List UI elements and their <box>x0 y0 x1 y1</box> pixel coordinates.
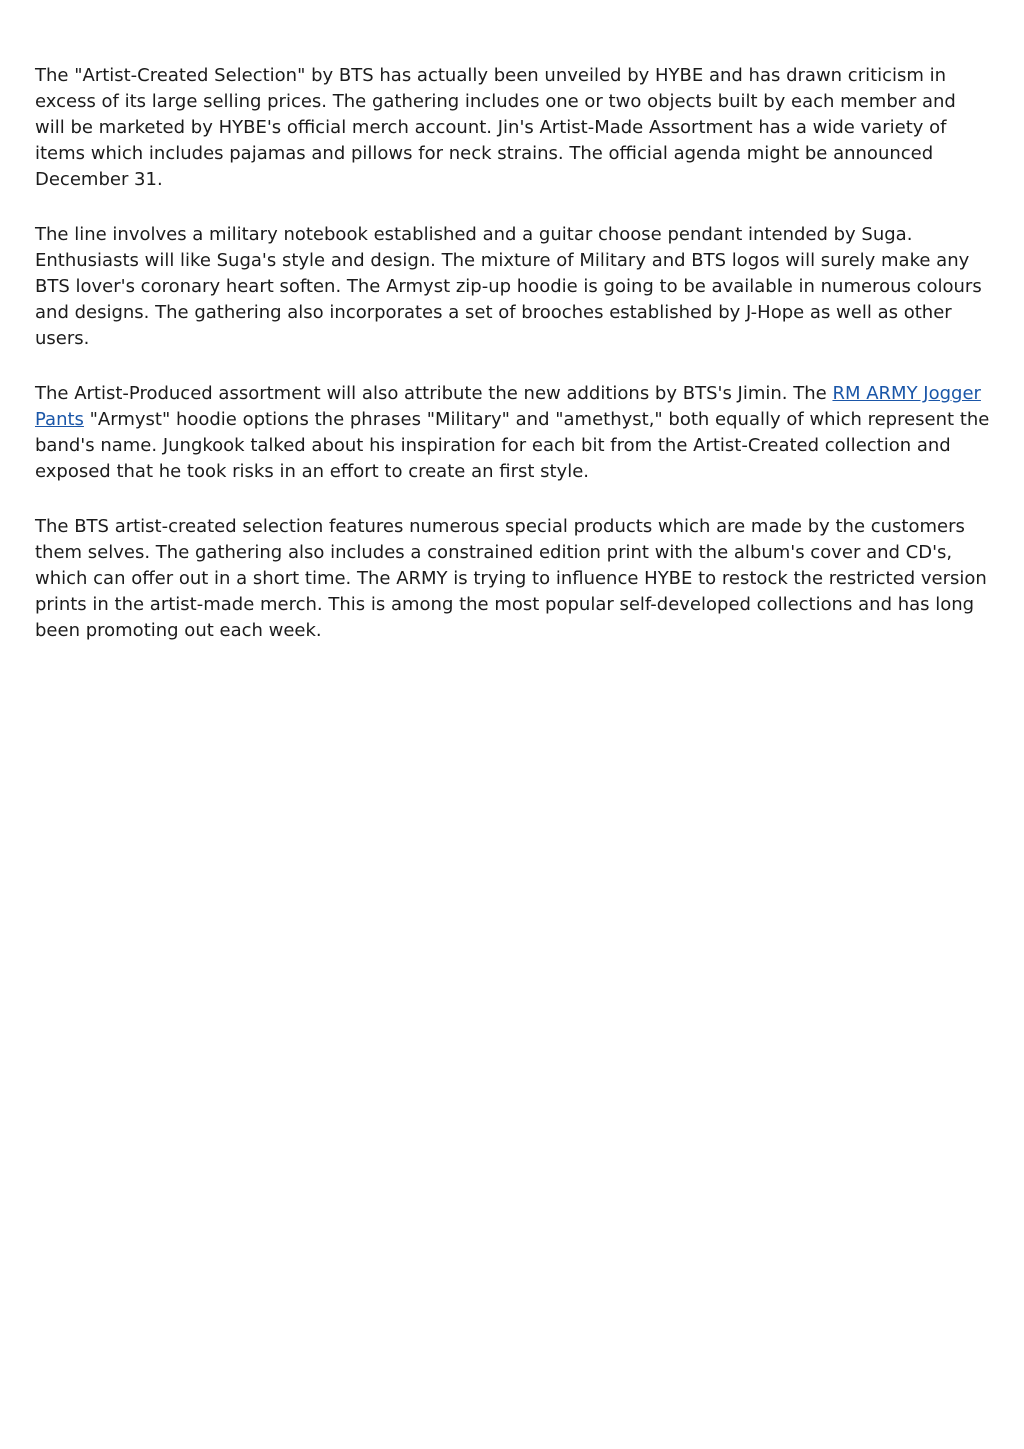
rm-army-jogger-pants-link[interactable]: RM ARMY Jogger Pants <box>35 383 981 430</box>
paragraph-3-text-before: The Artist-Produced assortment will also attribute the new additions by BTS's Jimin. The <box>35 383 833 404</box>
article-body <box>35 63 991 673</box>
paragraph-4: The BTS artist-created selection features numerous special products which are made by the customers them selves. The gathering also includes a constrained edition print with the album's cover and CD's, which can offer out in a short time. The ARMY is trying to influence HYBE to restock the restricted version prints in the artist-made merch. This is among the most popular self-developed collections and has long been promoting out each week. <box>35 516 987 641</box>
paragraph-2: The line involves a military notebook established and a guitar choose pendant intended by Suga. Enthusiasts will like Suga's style and design. The mixture of Military and BTS logos will surely make any BTS lover's coronary heart soften. The Armyst zip-up hoodie is going to be available in numerous colours and designs. The gathering also incorporates a set of brooches established by J-Hope as well as other users. <box>35 224 982 349</box>
paragraph-3-text-after: "Armyst" hoodie options the phrases "Military" and "amethyst," both equally of which represent the band's name. Jungkook talked about his inspiration for each bit from the Artist-Created collection and exposed that he took risks in an effort to create an first style. <box>35 409 990 482</box>
paragraph-1: The "Artist-Created Selection" by BTS has actually been unveiled by HYBE and has drawn criticism in excess of its large selling prices. The gathering includes one or two objects built by each member and will be marketed by HYBE's official merch account. Jin's Artist-Made Assortment has a wide variety of items which includes pajamas and pillows for neck strains. The official agenda might be announced December 31. <box>35 65 956 190</box>
paragraph-3 <box>35 381 991 485</box>
